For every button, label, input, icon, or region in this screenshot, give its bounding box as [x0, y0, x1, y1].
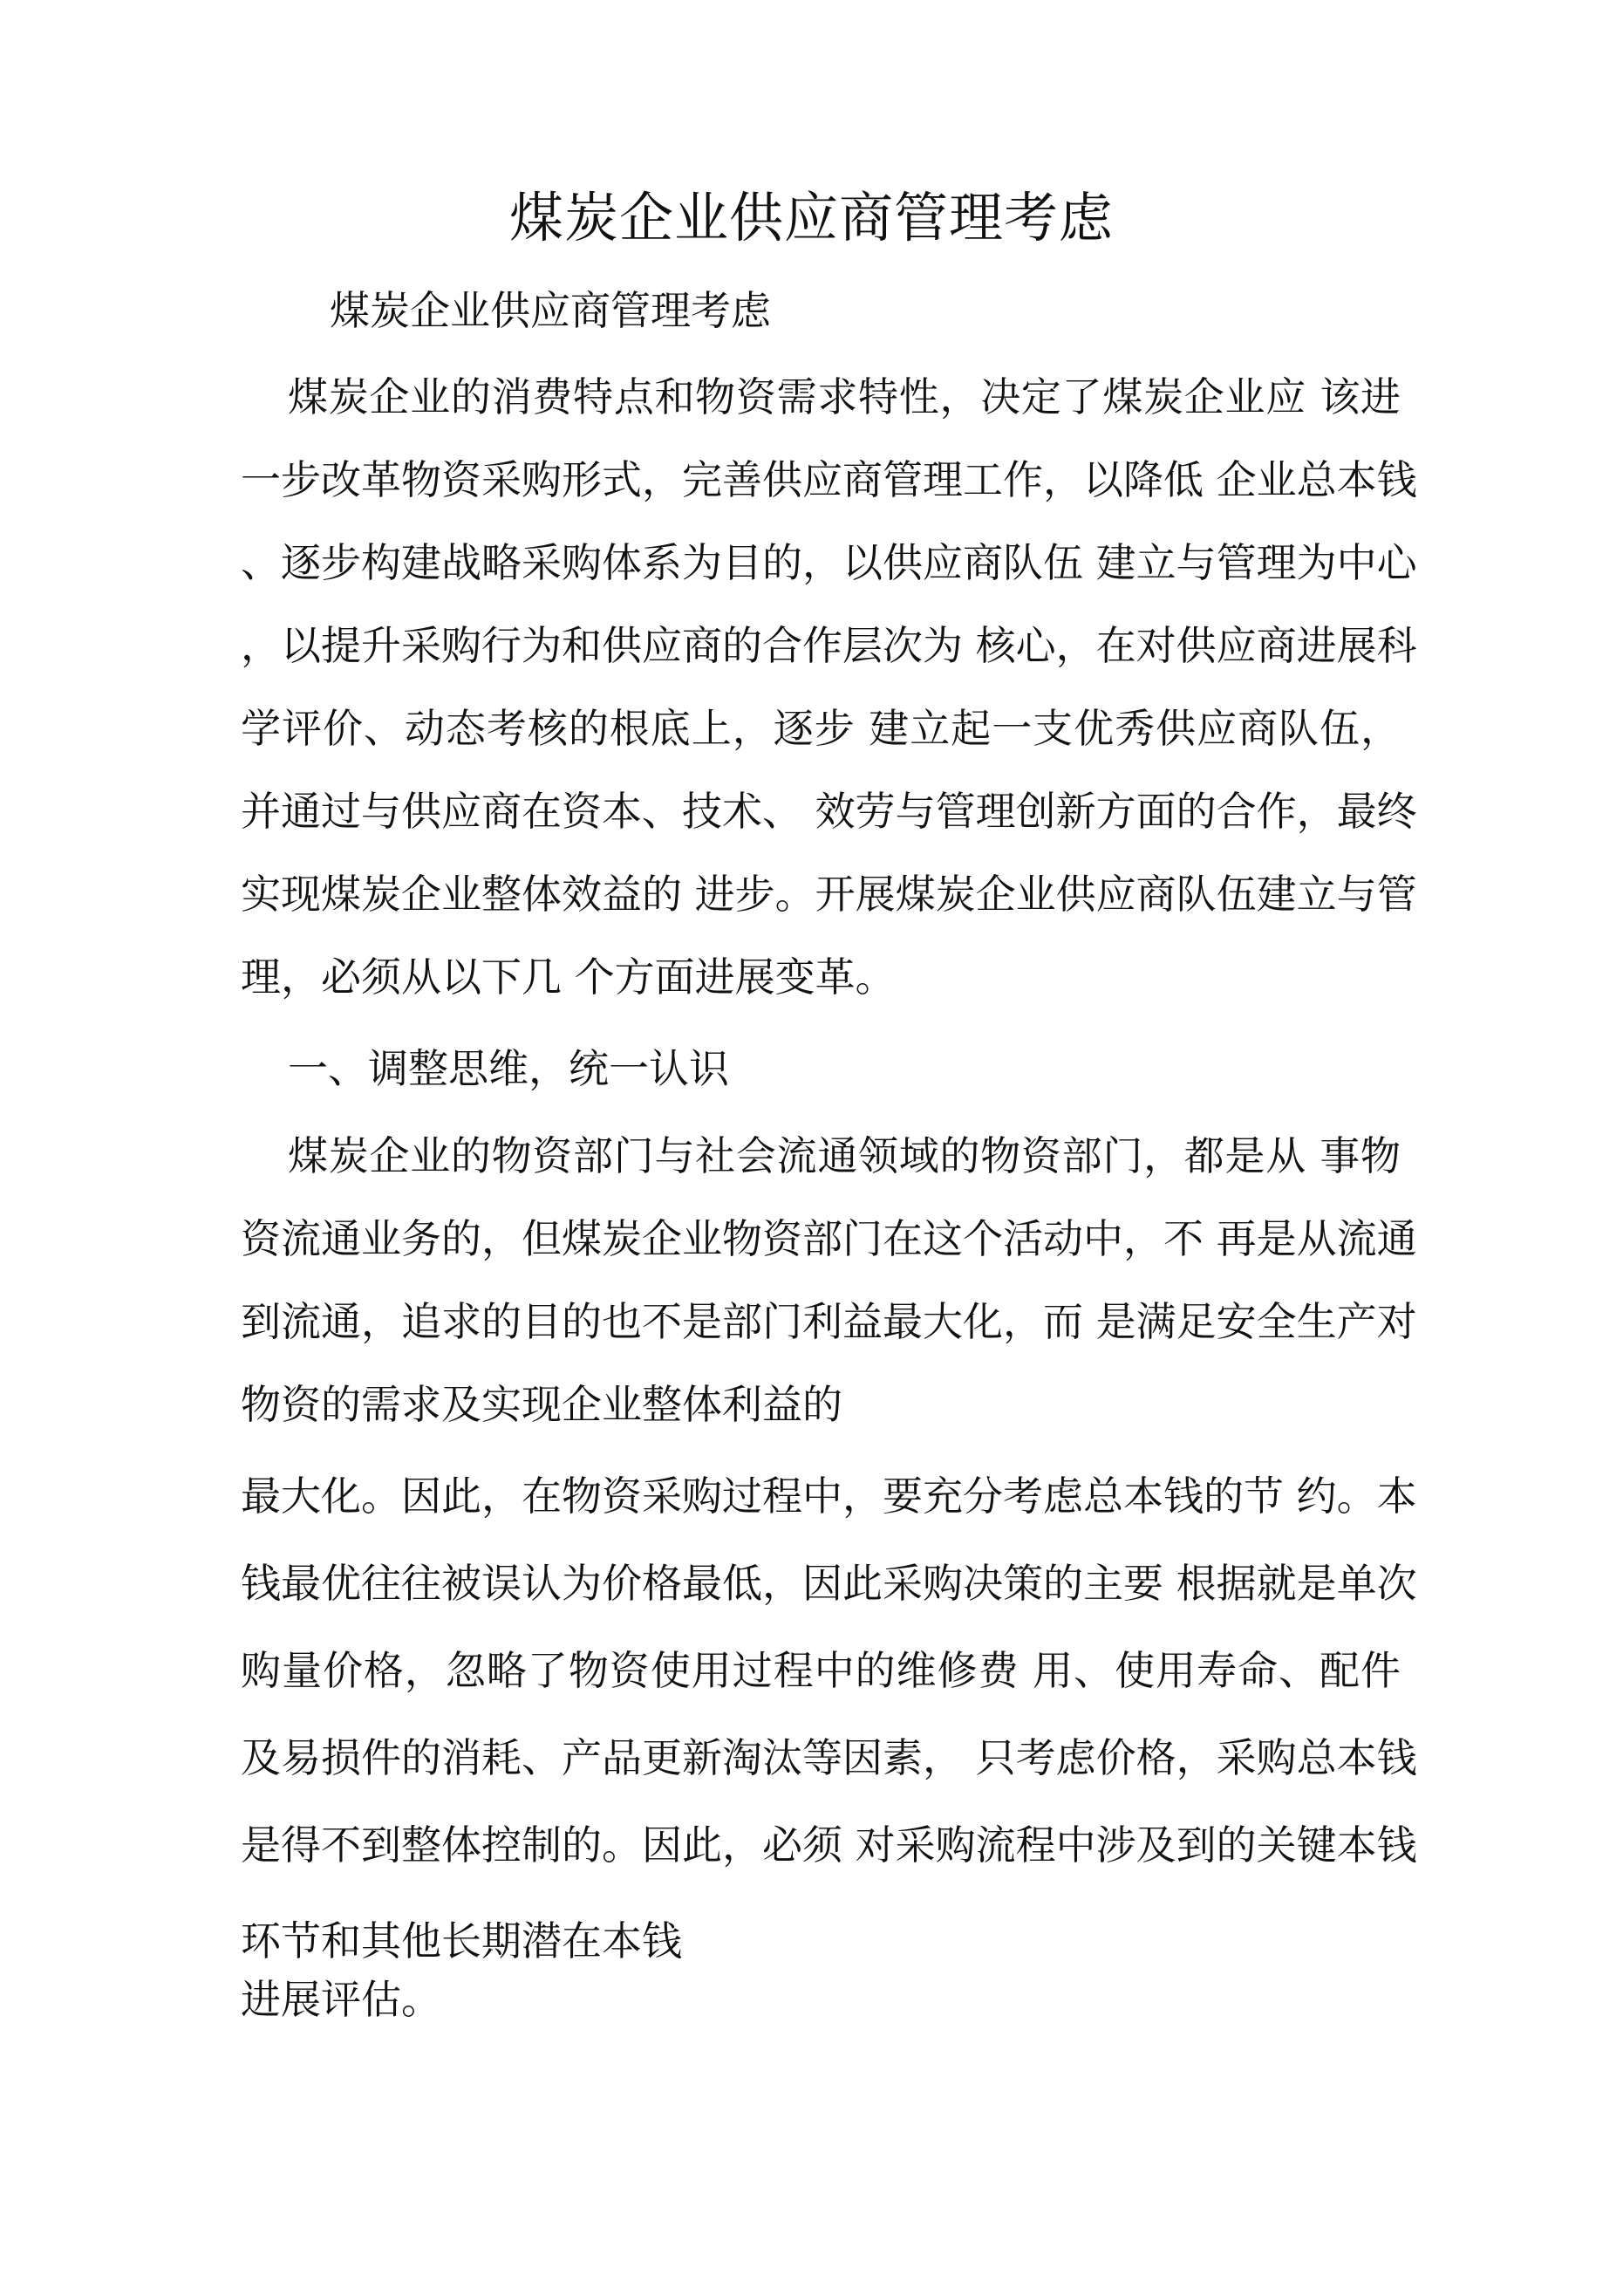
paragraph-line: 并通过与供应商在资本、技术、 效劳与管理创新方面的合作，最终 [241, 788, 1417, 835]
paragraph-line: 、逐步构建战略采购体系为目的，以供应商队伍 建立与管理为中心 [241, 539, 1417, 586]
paragraph-line: 是得不到整体控制的。因此，必须 对采购流程中涉及到的关键本钱 [241, 1821, 1417, 1869]
paragraph-line: 煤炭企业的物资部门与社会流通领域的物资部门，都是从 事物 [288, 1132, 1401, 1179]
document-subtitle: 煤炭企业供应商管理考虑 [330, 287, 771, 334]
paragraph-line: 一步改革物资采购形式，完善供应商管理工作，以降低 企业总本钱 [241, 456, 1417, 503]
paragraph-line: 最大化。因此，在物资采购过程中，要充分考虑总本钱的节 约。本 [241, 1473, 1417, 1520]
paragraph-line: 实现煤炭企业整体效益的 进步。开展煤炭企业供应商队伍建立与管 [241, 871, 1417, 918]
paragraph-line: 进展评估。 [241, 1976, 441, 2023]
paragraph-line: 购量价格，忽略了物资使用过程中的维修费 用、使用寿命、配件 [241, 1647, 1401, 1694]
paragraph-line: 资流通业务的，但煤炭企业物资部门在这个活动中，不 再是从流通 [241, 1215, 1417, 1262]
paragraph-line: 煤炭企业的消费特点和物资需求特性，决定了煤炭企业应 该进 [288, 373, 1401, 420]
page-title: 煤炭企业供应商管理考虑 [508, 186, 1114, 249]
paragraph-line: 到流通，追求的目的也不是部门利益最大化，而 是满足安全生产对 [241, 1298, 1417, 1345]
paragraph-line: 理，必须从以下几 个方面进展变革。 [241, 953, 896, 1001]
paragraph-line: ，以提升采购行为和供应商的合作层次为 核心，在对供应商进展科 [241, 622, 1417, 669]
paragraph-line: 钱最优往往被误认为价格最低，因此采购决策的主要 根据就是单次 [241, 1560, 1417, 1607]
paragraph-line: 学评价、动态考核的根底上，逐步 建立起一支优秀供应商队伍， [241, 705, 1401, 752]
paragraph-line: 及易损件的消耗、产品更新淘汰等因素， 只考虑价格，采购总本钱 [241, 1734, 1417, 1781]
paragraph-line: 物资的需求及实现企业整体利益的 [241, 1381, 842, 1428]
section-heading: 一、调整思维，统一认识 [288, 1045, 729, 1092]
paragraph-line: 环节和其他长期潜在本钱 [241, 1917, 682, 1965]
